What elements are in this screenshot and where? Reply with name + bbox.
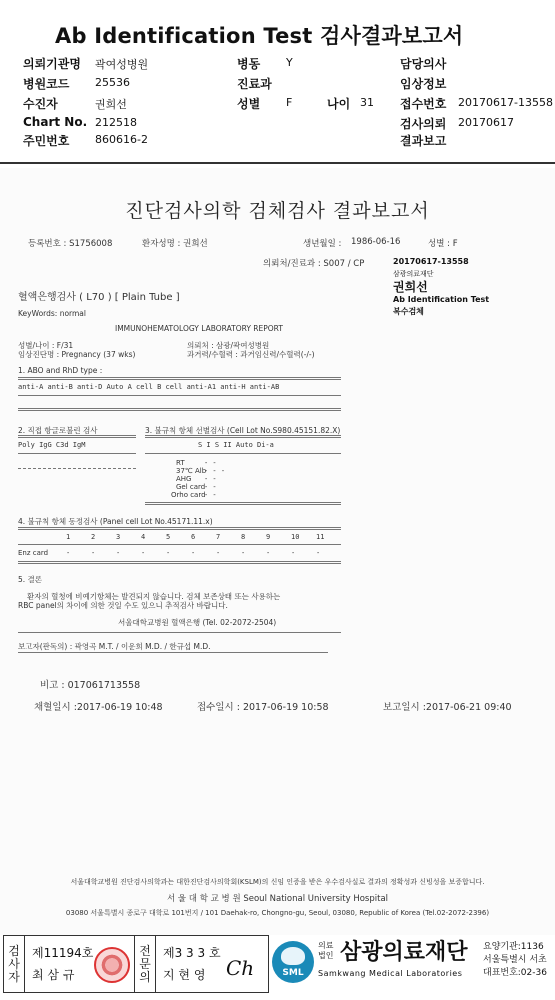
- sec4-number-3: 3: [116, 533, 121, 541]
- receipt-value: 20170617-13558: [458, 96, 553, 109]
- certification-note: 서울대학교병원 진단검사의학과는 대한진단검사의학회(KSLM)의 신임 인증을 받은 우수검사실로 결과의 정확성과 신빙성을 보증합니다.: [70, 878, 485, 886]
- sec4-number-10: 10: [291, 533, 300, 541]
- sec3-val-orho: - -: [204, 491, 217, 499]
- org-small-2: 법인: [318, 951, 334, 960]
- sec2-columns: Poly IgG C3d IgM: [18, 441, 86, 449]
- inspector-license: 제11194호: [32, 946, 94, 960]
- age-label: 나이: [327, 97, 351, 111]
- specimen-label-stamp: [393, 256, 543, 318]
- stamp-patient: 권희선: [393, 280, 428, 294]
- keywords: KeyWords: normal: [18, 309, 86, 318]
- blood-bank: 서울대학교병원 혈액은행 (Tel. 02-2072-2504): [118, 618, 277, 627]
- sec4-rule-top: [18, 527, 341, 530]
- chief-signature: Ch: [226, 956, 255, 980]
- sec4-rule-mid: [18, 544, 341, 545]
- sec3-val-gel: - -: [204, 483, 217, 491]
- sec4-value-5: -: [166, 549, 171, 557]
- sec4-number-4: 4: [141, 533, 146, 541]
- sec2-rule-mid: [18, 453, 136, 454]
- sec4-value-10: -: [291, 549, 296, 557]
- ward-label: 병동: [237, 57, 261, 71]
- sec1-rule-mid: [18, 395, 341, 396]
- stamp-receipt-no: 20170617-13558: [393, 257, 469, 266]
- chief-label-3: 의: [139, 969, 151, 984]
- doctor-label: 담당의사: [400, 57, 447, 71]
- stamp-specimen: 복수검체: [393, 307, 424, 316]
- examinee-label: 수진자: [23, 97, 58, 111]
- received-time: 접수일시 : 2017-06-19 10:58: [197, 702, 329, 713]
- sec3-val-rt: - -: [204, 459, 217, 467]
- rrn-value: 860616-2: [95, 133, 148, 146]
- sec3-row-orho: Orho card: [171, 491, 206, 499]
- report-title: 진단검사의학 검체검사 결과보고서: [125, 200, 430, 222]
- sex-label: 성별: [237, 97, 261, 111]
- sml-logo-icon: [272, 941, 314, 983]
- sec4-number-8: 8: [241, 533, 246, 541]
- institution-label: 의뢰기관명: [23, 57, 81, 71]
- hospital-name: 서 울 대 학 교 병 원 Seoul National University Hospital: [166, 894, 389, 904]
- sec4-title: 4. 불규칙 항체 동정검사 (Panel cell Lot No.45171.11.x): [18, 517, 213, 526]
- reg-no: 등록번호 : S1756008: [28, 239, 113, 249]
- sec4-value-6: -: [191, 549, 196, 557]
- conclusion-line-2: RBC panel의 차이에 의한 것일 수도 있으니 추적검사 바랍니다.: [18, 601, 228, 610]
- sec2-rule-top: [18, 435, 136, 438]
- sec4-number-1: 1: [66, 533, 71, 541]
- receipt-label: 접수번호: [400, 97, 447, 111]
- logo-abbr: SML: [282, 968, 304, 978]
- patient-name: 환자성명 : 권희선: [142, 239, 208, 249]
- chief-name: 지 현 영: [163, 968, 206, 982]
- sec4-number-11: 11: [316, 533, 325, 541]
- org-en: Samkwang Medical Laboratories: [318, 969, 463, 978]
- sec1-rule-top: [18, 377, 341, 380]
- sec3-row-ahg: AHG: [176, 475, 192, 483]
- request-label: 검사의뢰: [400, 117, 447, 131]
- chief-label-1: 전: [139, 943, 151, 958]
- exam-name: 혈액은행검사 ( L70 ) [ Plain Tube ]: [18, 292, 180, 303]
- report-header: [0, 0, 555, 168]
- sec3-val-37: - - -: [204, 467, 226, 475]
- dob-value: 1986-06-16: [351, 237, 401, 247]
- header-divider: [0, 162, 555, 164]
- sec4-value-1: -: [66, 549, 71, 557]
- sec4-row-label: Enz card: [18, 549, 49, 557]
- sex-age: 성별/나이 : F/31: [18, 341, 74, 350]
- chart-no-value: 212518: [95, 116, 137, 129]
- inspector-label: [4, 936, 25, 992]
- examinee-value: 권희선: [95, 98, 127, 111]
- side-info-1: 요양기관:1136: [483, 942, 544, 952]
- inspector-label-3: 자: [8, 969, 20, 984]
- reporter: 보고자(판독의) : 곽영곡 M.T. / 이운희 M.D. / 한규섭 M.D.: [18, 642, 211, 651]
- sec4-value-8: -: [241, 549, 246, 557]
- scanned-report: [0, 168, 555, 935]
- sec4-number-2: 2: [91, 533, 96, 541]
- collected-time: 채혈일시 :2017-06-19 10:48: [34, 702, 163, 713]
- lab-report-heading: IMMUNOHEMATOLOGY LABORATORY REPORT: [115, 324, 283, 333]
- remark: 비고 : 017061713558: [40, 680, 141, 691]
- stamp-test: Ab Identification Test: [393, 295, 490, 304]
- signature-strip: [0, 935, 555, 1000]
- hospital-code-label: 병원코드: [23, 77, 70, 91]
- rrn-label: 주민번호: [23, 134, 70, 148]
- sec4-rule-bottom: [18, 561, 341, 564]
- reported-time: 보고일시 :2017-06-21 09:40: [383, 702, 512, 713]
- header-title: Ab Identification Test 검사결과보고서: [55, 24, 464, 48]
- requester-dept: 의뢰처/진료과 : S007 / CP: [263, 259, 365, 269]
- inspector-seal-icon: [94, 947, 130, 983]
- sec3-val-ahg: - -: [204, 475, 217, 483]
- conclusion-line-1: 환자의 혈청에 비예기항체는 발견되지 않습니다. 검체 보존상태 또는 사용하는: [27, 592, 281, 601]
- sec4-value-4: -: [141, 549, 146, 557]
- dept-label: 진료과: [237, 77, 272, 91]
- chief-label-2: 문: [139, 956, 151, 971]
- hospital-code-value: 25536: [95, 76, 130, 89]
- org-name: 삼광의료재단: [340, 940, 468, 965]
- side-info-2: 서울특별시 서초: [483, 955, 547, 965]
- requester-2: 의뢰처 : 삼광/곽여성병원: [187, 341, 270, 350]
- sec3-row-rt: RT: [176, 459, 185, 467]
- report-sex: 성별 : F: [428, 239, 458, 249]
- sec4-value-9: -: [266, 549, 271, 557]
- sec2-results: [18, 468, 136, 469]
- inspector-label-1: 검: [8, 943, 20, 958]
- sex-value: F: [286, 96, 293, 109]
- sec2-title: 2. 직접 항글로불린 검사: [18, 426, 98, 435]
- history: 과거력/수혈력 : 과거임신력/수혈력(-/-): [187, 350, 315, 359]
- sec3-rule-mid: [145, 453, 341, 454]
- sec3-title: 3. 불규칙 항체 선별검사 (Cell Lot No.S980.45151.82.X): [145, 426, 341, 435]
- sec4-value-3: -: [116, 549, 121, 557]
- sec4-value-2: -: [91, 549, 96, 557]
- clinical-label: 임상정보: [400, 77, 447, 91]
- sec3-row-gel: Gel card: [176, 483, 206, 491]
- sec4-number-7: 7: [216, 533, 221, 541]
- sec3-row-37: 37℃ Alb: [176, 467, 207, 475]
- org-small-1: 의료: [318, 941, 334, 950]
- side-info-3: 대표번호:02-36: [483, 968, 547, 978]
- sec1-title: 1. ABO and RhD type :: [18, 366, 103, 375]
- sec5-title: 5. 결론: [18, 575, 43, 584]
- stamp-org: 삼광의료재단: [393, 270, 434, 278]
- sec3-rule-top: [145, 435, 341, 438]
- clinical-dx: 임상진단명 : Pregnancy (37 wks): [18, 350, 136, 359]
- hospital-address: 03080 서울특별시 종로구 대학로 101번지 / 101 Daehak-ro, Chongno-gu, Seoul, 03080, Republic of Korea (Tel.02-2072-2396): [65, 909, 490, 917]
- inspector-label-2: 사: [8, 956, 20, 971]
- sec1-rule-bottom: [18, 408, 341, 411]
- chart-no-label: Chart No.: [23, 115, 88, 129]
- sec3-rule-bottom: [145, 502, 341, 505]
- reporter-rule: [18, 652, 328, 653]
- sec4-number-6: 6: [191, 533, 196, 541]
- chief-label: [134, 936, 156, 992]
- request-value: 20170617: [458, 116, 514, 129]
- report-label: 결과보고: [400, 134, 447, 148]
- inspector-name: 최 삼 규: [32, 968, 75, 982]
- ward-value: Y: [286, 56, 293, 69]
- institution-value: 곽여성병원: [95, 58, 149, 71]
- sec4-value-11: -: [316, 549, 321, 557]
- signature-box: [3, 935, 269, 993]
- sec3-columns: S I S II Auto Di-a: [198, 441, 274, 449]
- sec4-number-9: 9: [266, 533, 271, 541]
- age-value: 31: [360, 96, 374, 109]
- sec1-columns: anti-A anti-B anti-D Auto A cell B cell anti-A1 anti-H anti-AB: [18, 383, 280, 391]
- sec4-number-5: 5: [166, 533, 171, 541]
- dob-label: 생년월일 :: [303, 239, 342, 249]
- sec5-rule: [18, 632, 341, 633]
- sec4-value-7: -: [216, 549, 221, 557]
- chief-license: 제3 3 3 호: [163, 946, 221, 960]
